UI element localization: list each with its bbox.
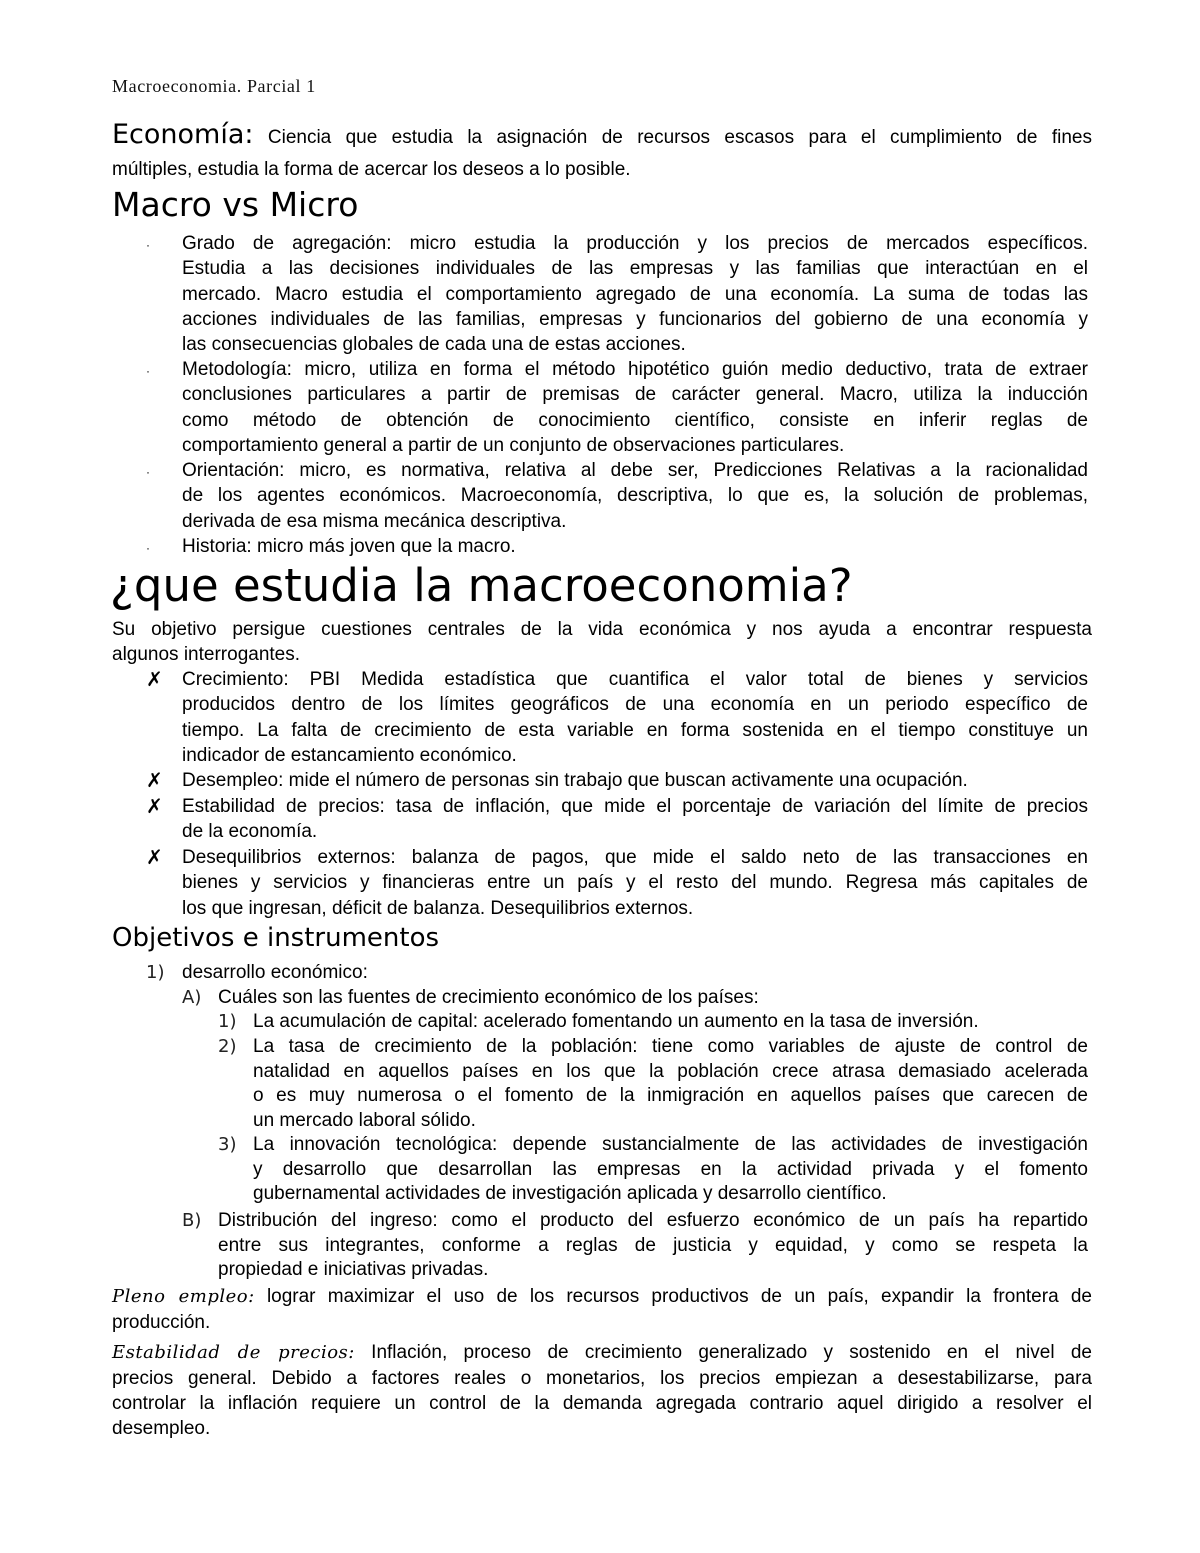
x-mark-icon: ✗ [146, 845, 163, 869]
sublist-number: 3) [218, 1134, 237, 1155]
que-estudia-intro-line1: Su objetivo persigue cuestiones centrales de la vida económica y nos ayuda a encontrar respuesta [112, 619, 1092, 640]
pleno-empleo-paragraph [112, 1284, 1092, 1309]
distribucion-line: Distribución del ingreso: como el producto del esfuerzo económico de un país ha repartido [218, 1210, 1088, 1231]
macro-vs-micro-line: Orientación: micro, es normativa, relativa al debe ser, Predicciones Relativas a la racionalidad [182, 460, 1088, 481]
que-estudia-item-line: indicador de estancamiento económico. [182, 744, 517, 766]
que-estudia-item-line: producidos dentro de los límites geográficos de una economía en un periodo específico de [182, 694, 1088, 716]
objetivo-desarrollo: desarrollo económico: [182, 962, 368, 983]
que-estudia-item-line: Desequilibrios externos: balanza de pagos, que mide el saldo neto de las transacciones en [182, 847, 1088, 868]
macro-vs-micro-line: Estudia a las decisiones individuales de las empresas y las familias que interactúan en el [182, 258, 1088, 280]
x-mark-icon: ✗ [146, 667, 163, 691]
sublist-line: o es muy numerosa o el fomento de la inmigración en aquellos países que carecen de [253, 1085, 1088, 1107]
estabilidad-line2: precios general. Debido a factores reales o monetarios, los precios empiezan a desestabilizarse, para [112, 1368, 1092, 1389]
macro-vs-micro-line: como método de obtención de conocimiento científico, consiste en inferir reglas de [182, 409, 1088, 431]
macro-vs-micro-line: Grado de agregación: micro estudia la producción y los precios de mercados específicos. [182, 233, 1088, 254]
que-estudia-item-line: los que ingresan, déficit de balanza. Desequilibrios externos. [182, 897, 694, 919]
macro-vs-micro-line: Metodología: micro, utiliza en forma el método hipotético guión medio deductivo, trata de extraer [182, 359, 1088, 380]
x-mark-icon: ✗ [146, 768, 163, 792]
bullet-dot: · [146, 364, 150, 378]
estabilidad-paragraph [112, 1340, 1092, 1365]
sublist-line: La acumulación de capital: acelerado fomentando un aumento en la tasa de inversión. [253, 1011, 979, 1032]
estabilidad-line3: controlar la inflación requiere un control de la demanda agregada contrario aquel dirigido a resolver el [112, 1393, 1092, 1414]
que-estudia-item-line: de la economía. [182, 821, 318, 843]
macro-vs-micro-line: las consecuencias globales de cada una de estas acciones. [182, 334, 686, 356]
economia-term: Economía: [112, 119, 254, 150]
list-letter-a: A) [182, 987, 202, 1008]
heading-que-estudia: ¿que estudia la macroeconomia? [110, 559, 853, 612]
sublist-line: La innovación tecnológica: depende sustancialmente de las actividades de investigación [253, 1134, 1088, 1155]
economia-def-line1: Ciencia que estudia la asignación de recursos escasos para el cumplimiento de fines [267, 127, 1092, 148]
running-header: Macroeconomia. Parcial 1 [112, 76, 316, 96]
sublist-line: y desarrollo que desarrollan las empresas en la actividad privada y el fomento [253, 1158, 1088, 1180]
que-estudia-item-line: Desempleo: mide el número de personas sin trabajo que buscan activamente una ocupación. [182, 770, 968, 791]
sublist-line: natalidad en aquellos países en los que la población crece atrasa demasiado acelerada [253, 1060, 1088, 1082]
estabilidad-line4: desempleo. [112, 1418, 211, 1439]
pleno-empleo-label: Pleno empleo: [112, 1286, 255, 1307]
que-estudia-item-line: bienes y servicios y financieras entre un país y el resto del mundo. Regresa más capitales de [182, 872, 1088, 894]
list-letter-b: B) [182, 1210, 202, 1231]
bullet-dot: · [146, 541, 150, 555]
objetivo-fuentes: Cuáles son las fuentes de crecimiento económico de los países: [218, 987, 759, 1008]
estabilidad-line1: Inflación, proceso de crecimiento generalizado y sostenido en el nivel de [371, 1342, 1092, 1363]
que-estudia-item-line: Estabilidad de precios: tasa de inflación, que mide el porcentaje de variación del límite de precios [182, 796, 1088, 817]
sublist-number: 2) [218, 1036, 237, 1057]
estabilidad-label: Estabilidad de precios: [112, 1342, 355, 1363]
heading-objetivos: Objetivos e instrumentos [112, 923, 440, 953]
distribucion-line: propiedad e iniciativas privadas. [218, 1259, 489, 1281]
macro-vs-micro-line: comportamiento general a partir de un conjunto de observaciones particulares. [182, 434, 845, 456]
pleno-empleo-line2: producción. [112, 1312, 211, 1333]
sublist-line: La tasa de crecimiento de la población: tiene como variables de ajuste de control de [253, 1036, 1088, 1057]
bullet-dot: · [146, 238, 150, 252]
bullet-dot: · [146, 465, 150, 479]
list-number-1: 1) [146, 962, 165, 983]
heading-macro-vs-micro: Macro vs Micro [112, 185, 359, 224]
distribucion-line: entre sus integrantes, conforme a reglas de justicia y equidad, y como se respeta la [218, 1234, 1088, 1256]
economia-def-line2: múltiples, estudia la forma de acercar los deseos a lo posible. [112, 159, 631, 180]
macro-vs-micro-line: derivada de esa misma mecánica descriptiva. [182, 510, 567, 532]
sublist-line: un mercado laboral sólido. [253, 1109, 476, 1131]
macro-vs-micro-line: Historia: micro más joven que la macro. [182, 536, 516, 557]
sublist-number: 1) [218, 1011, 237, 1032]
macro-vs-micro-line: de los agentes económicos. Macroeconomía, descriptiva, lo que es, la solución de problemas, [182, 485, 1088, 507]
macro-vs-micro-line: acciones individuales de las familias, empresas y funcionarios del gobierno de una economía y [182, 308, 1088, 330]
macro-vs-micro-line: conclusiones particulares a partir de premisas de carácter general. Macro, utiliza la inducción [182, 384, 1088, 406]
que-estudia-item-line: tiempo. La falta de crecimiento de esta variable en forma sostenida en el tiempo constituye un [182, 719, 1088, 741]
pleno-empleo-line1: lograr maximizar el uso de los recursos productivos de un país, expandir la frontera de [266, 1286, 1093, 1307]
economia-paragraph [112, 119, 1092, 150]
que-estudia-item-line: Crecimiento: PBI Medida estadística que cuantifica el valor total de bienes y servicios [182, 669, 1088, 690]
sublist-line: gubernamental actividades de investigación aplicada y desarrollo científico. [253, 1183, 887, 1205]
macro-vs-micro-line: mercado. Macro estudia el comportamiento agregado de una economía. La suma de todas las [182, 283, 1088, 305]
x-mark-icon: ✗ [146, 794, 163, 818]
que-estudia-intro-line2: algunos interrogantes. [112, 644, 301, 665]
